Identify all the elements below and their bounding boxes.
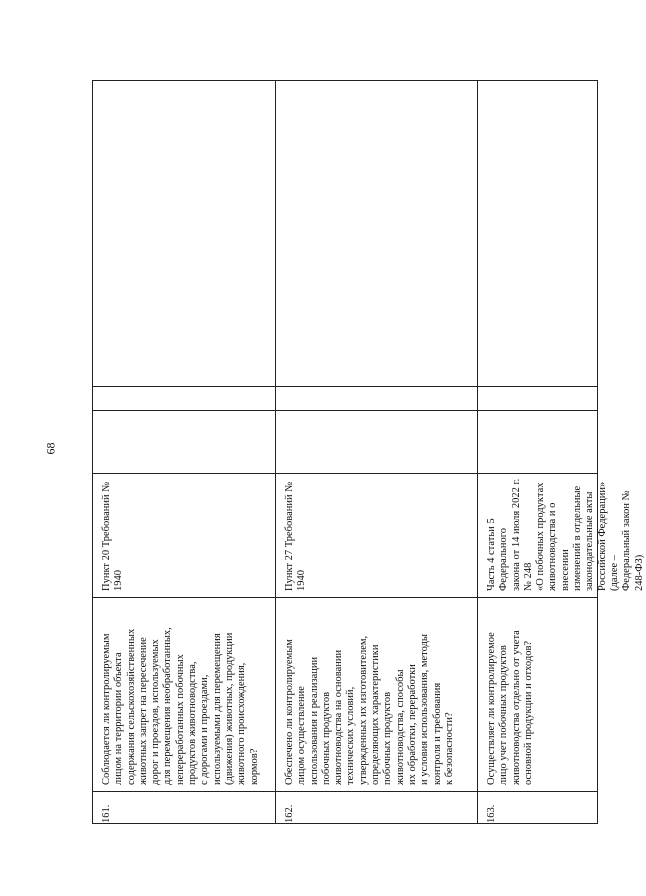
column-divider <box>93 386 597 387</box>
legal-reference: Часть 4 статьи 5 Федерального закона от 14 июля 2022 г. № 248 «О побочных продуктах животноводства и о внесении изменений в отдельные законодательные акты Российской Федерации» (далее – Федеральный закон № 248-ФЗ) <box>486 478 645 591</box>
row-number: 161. <box>101 804 112 823</box>
row-number: 162. <box>284 804 295 823</box>
requirement-question: Осуществляет ли контролируемое лицо учет побочных продуктов животноводства отдельно от учета основной продукции и отходов? <box>486 630 534 785</box>
legal-reference: Пункт 27 Требований № 1940 <box>284 481 308 591</box>
row-divider <box>477 81 478 823</box>
legal-reference: Пункт 20 Требований № 1940 <box>101 481 125 591</box>
column-divider <box>93 410 597 411</box>
page-number: 68 <box>43 442 58 455</box>
checklist-table <box>92 80 645 824</box>
row-divider <box>275 81 276 823</box>
requirement-question: Обеспечено ли контролируемым лицом осуществление использования и реализации побочных продуктов животноводства на основании технических условий, утвержденных их изготовителем, определяющих характеристики побочных продуктов животноводства, способы их обработки, переработки и условия использования, методы контроля и требования к безопасности? <box>284 634 455 785</box>
requirement-question: Соблюдается ли контролируемым лицом на территории объекта содержания сельскохозяйственных животных запрет на пересечение дорог и проездов, используемых для перемещения необработанных, непереработанных побочных продуктов животноводства, с дорогами и проездами, используемыми для перемещения (движения) животных, продукции животного происхождения, кормов? <box>101 627 260 785</box>
column-divider <box>93 791 597 792</box>
row-number: 163. <box>486 804 497 823</box>
